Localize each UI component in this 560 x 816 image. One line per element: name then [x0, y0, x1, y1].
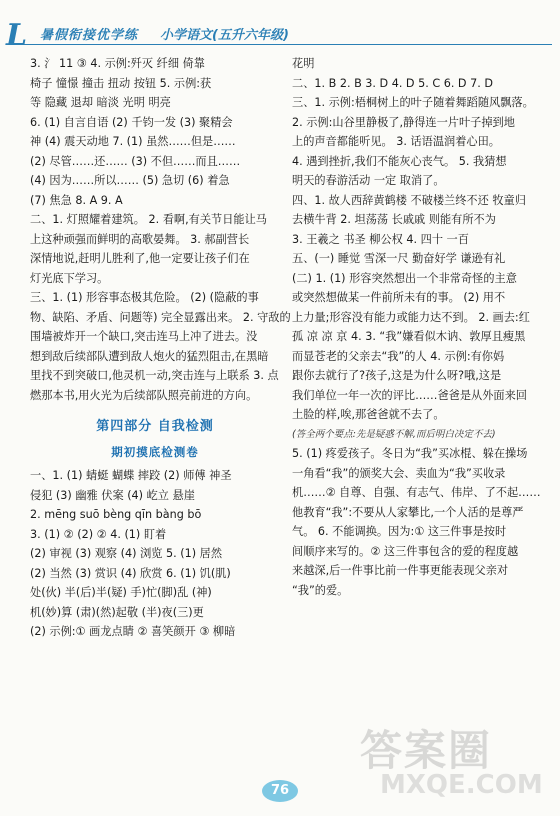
- watermark-logo: [360, 718, 550, 810]
- answer-line: 3. (1) ② (2) ② 4. (1) 盯着: [30, 527, 167, 541]
- answer-line: 五、(一) 睡觉 雪深一尺 勤奋好学 谦逊有礼: [292, 252, 506, 265]
- answer-line: 灯光底下学习。: [30, 271, 109, 285]
- answer-line: 椅子 憧憬 撞击 扭动 按钮 5. 示例:获: [30, 76, 212, 90]
- answer-line: 神 (4) 震天动地 7. (1) 虽然……但是……: [30, 135, 236, 148]
- answer-line: 或突然想做某一件前所未有的事。 (2) 用不: [292, 291, 506, 304]
- answer-line: 二、1. 灯照耀着建筑。 2. 看啊,有关节日能让马: [30, 213, 267, 226]
- answer-line: 孤 凉 凉 京 4. 3. “我”嫌看似木讷、敦厚且瘦黑: [292, 330, 526, 343]
- answer-line: 上的声音都能听见。 3. 话语温润着心田。: [292, 135, 500, 148]
- answer-line: 机……② 自尊、自强、有志气、伟岸、了不起……: [292, 486, 541, 499]
- answer-line: 物、缺陷、矛盾、问题等) 完全显露出来。 2. 守敌的: [30, 310, 291, 324]
- answer-line: 土脸的样,唉,那爸爸就不去了。: [292, 408, 445, 421]
- brand-logo: L: [6, 18, 28, 53]
- watermark-text: 答案圈: [360, 726, 493, 775]
- answer-line: 三、1. 示例:梧桐树上的叶子随着舞蹈随风飘落。: [292, 96, 534, 109]
- answer-line: (2) 当然 (3) 赏识 (4) 欣赏 6. (1) 饥(肌): [30, 566, 231, 580]
- page-header: [0, 0, 560, 52]
- answer-line: 机(妙)算 (肃)(然)起敬 (半)夜(三)更: [30, 605, 204, 619]
- left-answer-block-2: [30, 466, 280, 642]
- header-rule: [8, 44, 552, 45]
- answer-line: 来越深,后一件事比前一件事更能表现父亲对: [292, 564, 509, 577]
- answer-line: (二) 1. (1) 形容突然想出一个非常奇怪的主意: [292, 271, 517, 285]
- section-title: 第四部分 自我检测: [96, 419, 214, 434]
- answer-line: (2) 尽管……还…… (3) 不但……而且……: [30, 154, 241, 168]
- page-number: 76: [262, 780, 298, 802]
- answer-line: 深情地说,赶明儿胜利了,他一定要让孩子们在: [30, 252, 250, 265]
- answer-line: 处(伙) 半(后)半(疑) 手)忙(脚)乱 (神): [30, 586, 212, 599]
- answer-line: 5. (1) 疼爱孩子。冬日为“我”买冰棍、躲在操场: [292, 447, 528, 460]
- right-column: [292, 54, 540, 600]
- answer-line: 跟你去就行了?孩子,这是为什么呀?哦,这是: [292, 369, 502, 382]
- answer-line: 3. 氵 11 ③ 4. 示例:歼灭 纤细 倚靠: [30, 57, 205, 70]
- answer-line: 他教育“我”:不要从人家攀比,一个人活的是尊严: [292, 505, 524, 519]
- answer-line: (4) 因为……所以…… (5) 急切 (6) 着急: [30, 174, 230, 187]
- answer-line: (7) 焦急 8. A 9. A: [30, 193, 123, 207]
- answer-line: 里找不到突破口,他灵机一动,突击连与上联系 3. 点: [30, 369, 279, 382]
- answer-line: 燃那本书,用火光为后续部队照亮前进的方向。: [30, 388, 258, 402]
- answer-line: 明天的春游活动 一定 取消了。: [292, 174, 445, 187]
- answer-line: 而显苍老的父亲去“我”的人 4. 示例:有你妈: [292, 349, 505, 363]
- answer-line: 3. 王羲之 书圣 柳公权 4. 四十 一百: [292, 232, 469, 246]
- subsection-title: 期初摸底检测卷: [111, 444, 199, 459]
- answer-line: 侵犯 (3) 幽雅 伏案 (4) 屹立 悬崖: [30, 488, 195, 502]
- left-answer-block: [30, 54, 291, 405]
- answer-line: 花明: [292, 57, 315, 70]
- answer-line: 一、1. (1) 蜻蜓 蝴蝶 摔跤 (2) 师傅 神圣: [30, 469, 232, 482]
- answer-line: 去横牛背 2. 坦荡荡 长戚戚 则能有所不为: [292, 213, 496, 226]
- answer-line: 4. 遇到挫折,我们不能灰心丧气。 5. 我猜想: [292, 154, 507, 168]
- answer-line: (2) 审视 (3) 观察 (4) 浏览 5. (1) 居然: [30, 547, 223, 560]
- watermark-url: MXQE.COM: [380, 770, 543, 800]
- answer-line: 围墙被炸开一个缺口,突击连马上冲了进去。没: [30, 330, 258, 343]
- answer-line: 一角看“我”的颁奖大会、卖血为“我”买收录: [292, 466, 506, 480]
- answer-line: “我”的爱。: [292, 583, 349, 597]
- answer-line: 三、1. (1) 形容事态极其危险。 (2) (隐蔽的事: [30, 291, 259, 304]
- left-column: [30, 54, 291, 642]
- answer-line: 上力量;形容没有能力或能力达不到。 2. 画去:红: [292, 310, 530, 324]
- right-answer-block: [292, 54, 540, 600]
- subject-title: 小学语文(五升六年级): [160, 28, 289, 43]
- answer-line: 间顺序来写的。② 这三件事包含的爱的程度越: [292, 544, 519, 558]
- brand-name: 暑假衔接优学练: [40, 28, 139, 43]
- answer-line: (2) 示例:① 画龙点睛 ② 喜笑颜开 ③ 柳暗: [30, 625, 236, 638]
- answer-line: 气。 6. 不能调换。因为:① 这三件事是按时: [292, 525, 507, 538]
- answer-line: 2. mēng suō bèng qīn bàng bō: [30, 508, 202, 521]
- answer-note: (答全两个要点:先是疑惑不解,而后明白决定不去): [292, 428, 496, 440]
- answer-line: 二、1. B 2. B 3. D 4. D 5. C 6. D 7. D: [292, 76, 493, 90]
- answer-line: 6. (1) 自言自语 (2) 千钧一发 (3) 聚精会: [30, 115, 233, 129]
- answer-line: 等 隐藏 退却 暗淡 光明 明亮: [30, 96, 171, 109]
- answer-line: 上这种顽强而鲜明的高歌晏舞。 3. 郝副营长: [30, 232, 250, 246]
- answer-line: 我们单位一年一次的评比……爸爸是从外面来回: [292, 388, 527, 402]
- answer-line: 想到敌后续部队遭到敌人炮火的猛烈阻击,在黑暗: [30, 349, 269, 363]
- answer-line: 四、1. 故人西辞黄鹤楼 不破楼兰终不还 牧童归: [292, 193, 526, 207]
- answer-line: 2. 示例:山谷里静极了,静得连一片叶子掉到地: [292, 115, 515, 129]
